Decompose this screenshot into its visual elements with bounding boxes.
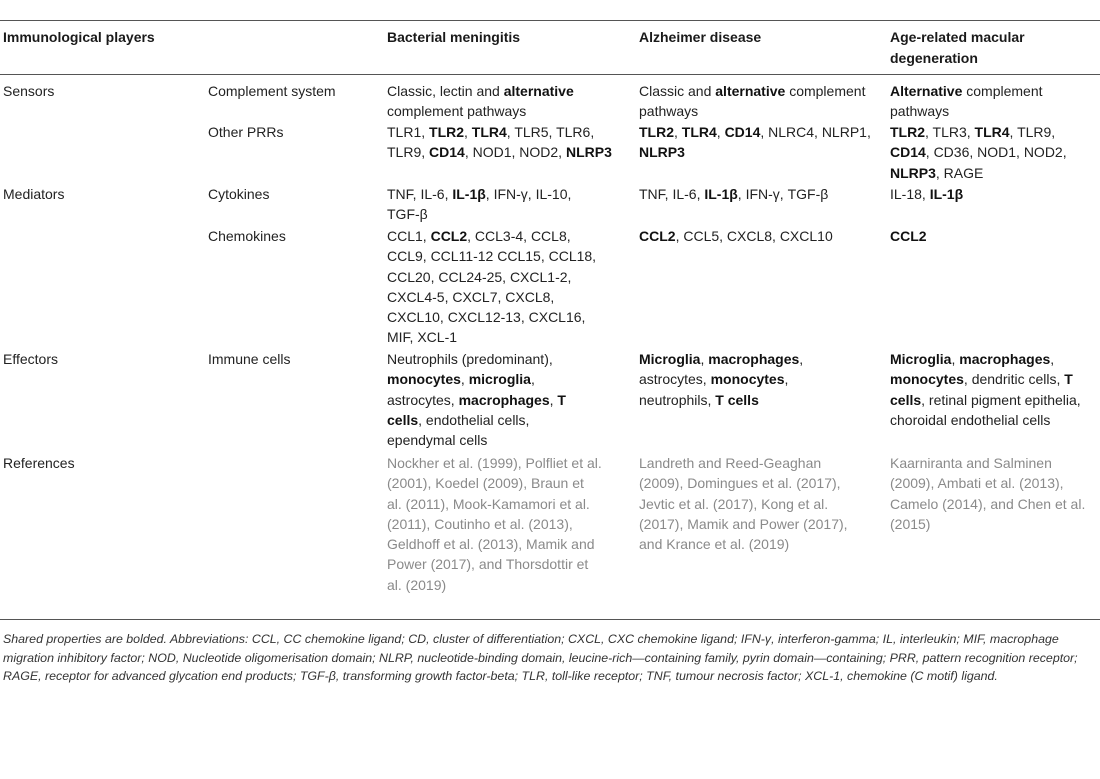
cell-text: TLR1, — [387, 124, 430, 140]
bold-term: CCL2 — [639, 228, 676, 244]
row-category-mediators: Mediators — [3, 186, 65, 202]
bold-term: TLR2 — [890, 124, 925, 140]
cell-text: , — [700, 351, 709, 367]
cell-text: , — [549, 391, 558, 408]
cell-text: , dendritic cells, — [963, 371, 1065, 388]
cell-text: Nockher et al. (1999), Polfliet et al. (2001), Koedel (2009), Braun et al. (2011), Mook-Kamamori et al. (2011), Coutinho et al. (2013), Geldhoff et al. (2013), Mamik and Power (2017), and Thorsdottir et al. (2019) — [387, 455, 602, 593]
bold-term: IL-1β — [452, 186, 486, 202]
cell-text: , CD36, NOD1, NOD2, — [925, 144, 1067, 161]
cell-amd-cytokines — [890, 184, 1098, 204]
bold-term: TLR2 — [639, 124, 674, 140]
cell-text: , astrocytes, — [387, 371, 535, 408]
cell-text: CCL1, — [387, 228, 431, 244]
cell-bm-cytokines — [387, 184, 602, 225]
header-alzheimer-disease: Alzheimer disease — [639, 29, 762, 45]
row-sub-cytokines: Cytokines — [208, 186, 270, 202]
cell-text: complement pathways — [639, 83, 866, 120]
cell-bm-chemokines — [387, 226, 597, 348]
bold-term: TLR4 — [974, 124, 1010, 140]
header-bacterial-meningitis: Bacterial meningitis — [387, 29, 521, 45]
bold-term: CD14 — [724, 124, 761, 140]
bold-term: TLR4 — [471, 124, 507, 140]
bold-term: monocytes — [890, 371, 964, 388]
cell-text: , RAGE — [935, 164, 984, 181]
table-footnote: Shared properties are bolded. Abbreviations: CCL, CC chemokine ligand; CD, cluster of differentiation; CXCL, CXC chemokine ligand; IFN-γ, interferon-gamma; IL, interleukin; MIF, macrophage migration inhibitory factor; NOD, Nucleotide oligomerisation domain; NLRP, nucleotide-binding domain, leucine-rich—containing family, pyrin domain—containing; PRR, pattern recognition receptor; RAGE, receptor for advanced glycation end products; TGF-β, transforming growth factor-beta; TLR, toll-like receptor; TNF, tumour necrosis factor; XCL-1, chemokine (C motif) ligand. — [3, 632, 1078, 684]
bold-term: CD14 — [429, 144, 465, 161]
cell-ad-references — [639, 453, 861, 554]
row-sub-other-prrs: Other PRRs — [208, 124, 284, 140]
bold-term: CCL2 — [430, 228, 468, 244]
cell-text: Kaarniranta and Salminen (2009), Ambati et al. (2013), Camelo (2014), and Chen et al. (2015) — [890, 455, 1086, 532]
cell-text: complement pathways — [387, 103, 527, 120]
cell-amd-chemokines — [890, 226, 1098, 246]
cell-text: TNF, IL-6, — [387, 186, 453, 202]
cell-text: TNF, IL-6, — [639, 186, 705, 202]
cell-ad-complement — [639, 81, 877, 122]
bold-term: NLRP3 — [565, 144, 612, 161]
cell-amd-complement — [890, 81, 1098, 122]
cell-bm-references — [387, 453, 602, 595]
cell-text: , endothelial cells, ependymal cells — [387, 411, 530, 449]
cell-text: complement pathways — [890, 83, 1043, 120]
cell-ad-prrs — [639, 122, 877, 163]
bold-term: T cells — [715, 391, 759, 408]
bold-term: microglia — [468, 371, 531, 388]
bold-term: TLR2 — [429, 124, 465, 140]
cell-text: , neutrophils, — [639, 371, 789, 408]
bold-term: alternative — [715, 83, 786, 99]
cell-text: Classic and — [639, 83, 716, 99]
row-sub-immune-cells: Immune cells — [208, 351, 291, 367]
header-amd: Age-related macular degeneration — [890, 29, 1025, 66]
cell-text: , — [674, 124, 682, 140]
bold-term: macrophages — [959, 351, 1051, 367]
cell-amd-prrs — [890, 122, 1098, 183]
cell-text: , — [460, 371, 469, 388]
cell-text: , astrocytes, — [639, 351, 804, 388]
bold-term: T cells — [890, 371, 1073, 408]
row-category-sensors: Sensors — [3, 83, 55, 99]
cell-amd-immune-cells — [890, 349, 1098, 430]
bold-term: Microglia — [639, 351, 701, 367]
cell-bm-immune-cells — [387, 349, 599, 450]
cell-ad-chemokines — [639, 226, 877, 246]
cell-text: , IFN-γ, IL-10, TGF-β — [387, 186, 572, 223]
bold-term: macrophages — [458, 391, 550, 408]
table-bottom-rule — [0, 619, 1100, 620]
bold-term: TLR4 — [681, 124, 717, 140]
cell-text: Neutrophils (predominant), — [387, 351, 553, 367]
cell-text: , — [1050, 351, 1055, 367]
bold-term: macrophages — [708, 351, 800, 367]
cell-text: , IFN-γ, TGF-β — [737, 186, 829, 202]
bold-term: IL-1β — [704, 186, 738, 202]
bold-term: monocytes — [387, 371, 461, 388]
cell-text: , TLR3, — [925, 124, 975, 140]
bold-term: Microglia — [890, 351, 952, 367]
cell-ad-immune-cells — [639, 349, 859, 410]
table-top-rule — [0, 20, 1100, 21]
row-category-references: References — [3, 455, 75, 471]
bold-term: T cells — [387, 391, 566, 428]
bold-term: CCL2 — [890, 228, 927, 244]
cell-text: , retinal pigment epithelia, choroidal endothelial cells — [890, 391, 1081, 428]
cell-text: IL-18, — [890, 186, 930, 202]
cell-text: , CCL5, CXCL8, CXCL10 — [675, 228, 833, 244]
bold-term: CD14 — [890, 144, 926, 161]
cell-bm-complement — [387, 81, 627, 122]
header-immunological-players: Immunological players — [3, 29, 155, 45]
row-category-effectors: Effectors — [3, 351, 58, 367]
bold-term: NLRP3 — [639, 144, 685, 161]
cell-text: Landreth and Reed-Geaghan (2009), Domingues et al. (2017), Jevtic et al. (2017), Kong et al. (2017), Mamik and Power (2017), and Krance et al. (2019) — [639, 455, 848, 553]
cell-text: , TLR5, TLR6, TLR9, — [387, 124, 595, 161]
table-header-rule — [0, 74, 1100, 75]
cell-text: , — [464, 124, 472, 140]
cell-bm-prrs — [387, 122, 627, 163]
bold-term: monocytes — [710, 371, 785, 388]
bold-term: Alternative — [890, 83, 963, 99]
cell-text: , CCL3-4, CCL8, CCL9, CCL11-12 CCL15, CCL18, CCL20, CCL24-25, CXCL1-2, CXCL4-5, CXCL7, CXCL8, CXCL10, CXCL12-13, CXCL16, MIF, XCL-1 — [387, 228, 597, 346]
cell-text: , NOD1, NOD2, — [464, 144, 566, 161]
cell-text: , TLR9, — [1009, 124, 1056, 140]
row-sub-complement: Complement system — [208, 83, 336, 99]
bold-term: alternative — [503, 83, 574, 99]
cell-text: Classic, lectin and — [387, 83, 504, 99]
cell-amd-references — [890, 453, 1098, 534]
cell-text: , NLRC4, NLRP1, — [760, 124, 871, 140]
cell-text: , — [951, 351, 960, 367]
bold-term: IL-1β — [929, 186, 964, 202]
cell-ad-cytokines — [639, 184, 877, 204]
bold-term: NLRP3 — [890, 164, 936, 181]
cell-text: , — [716, 124, 725, 140]
row-sub-chemokines: Chemokines — [208, 228, 286, 244]
